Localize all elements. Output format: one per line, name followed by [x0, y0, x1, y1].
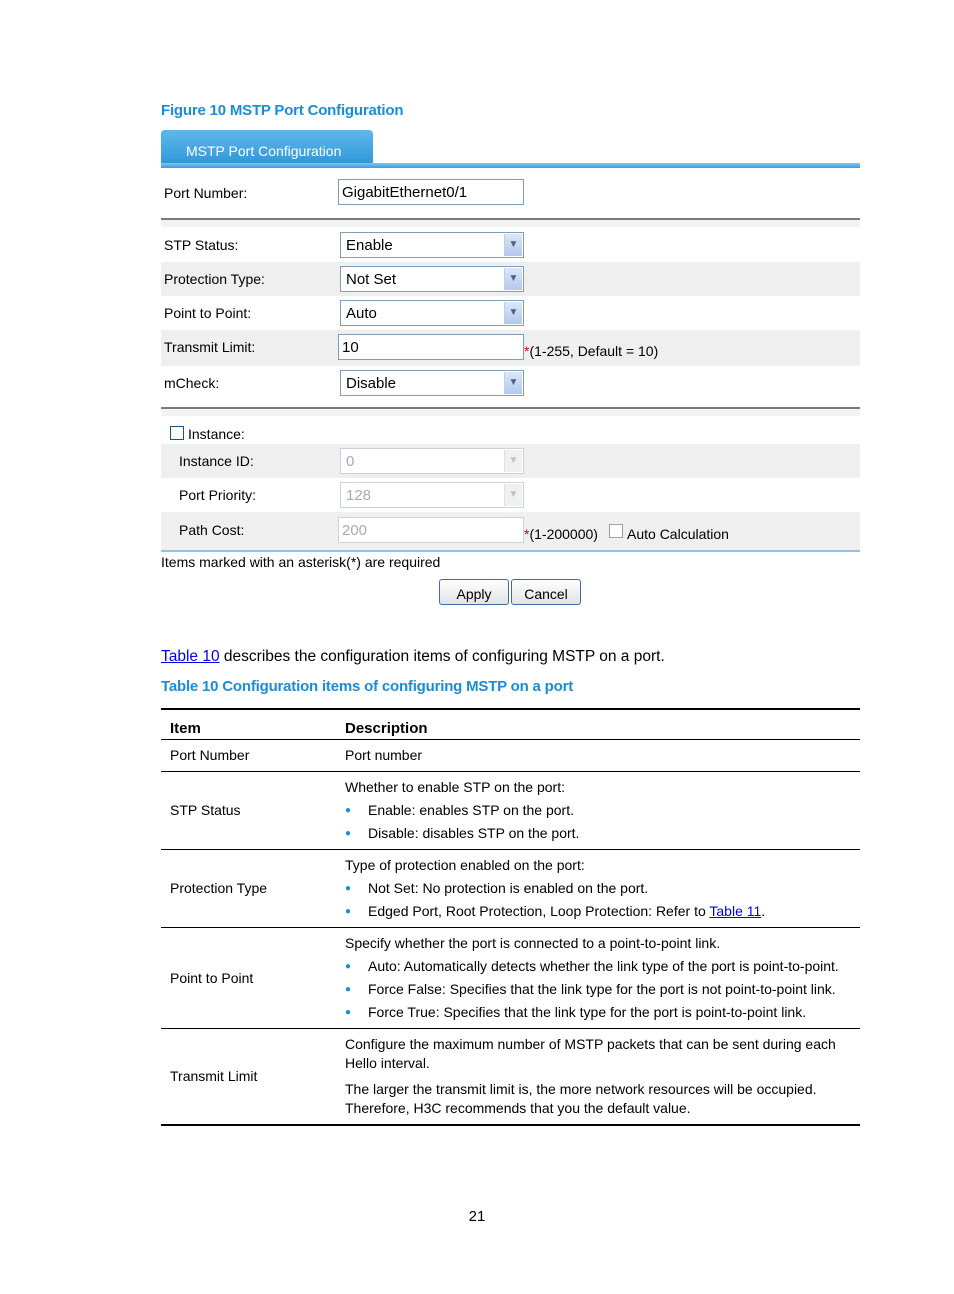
- transmit-limit-input[interactable]: 10: [338, 334, 524, 360]
- required-star: *: [524, 343, 530, 359]
- mcheck-value: Disable: [346, 375, 397, 392]
- row-point-to-point: [161, 296, 860, 330]
- required-note: Items marked with an asterisk(*) are required: [161, 554, 441, 570]
- protection-type-select[interactable]: [340, 266, 524, 292]
- path-cost-input[interactable]: 200: [338, 517, 524, 543]
- chevron-down-icon[interactable]: ▼: [504, 268, 522, 290]
- item-cell: STP Status: [161, 771, 342, 849]
- point-to-point-value: Auto: [346, 305, 377, 322]
- mcheck-select[interactable]: [340, 370, 524, 396]
- path-cost-hint: [524, 526, 598, 542]
- path-cost-label: Path Cost:: [179, 522, 245, 538]
- table-caption: Table 10 Configuration items of configuring MSTP on a port: [161, 678, 574, 695]
- bullet-item: ● Force True: Specifies that the link type for the port is point-to-point link.: [345, 1003, 844, 1022]
- table-10-link[interactable]: Table 10: [161, 648, 220, 665]
- item-cell: Point to Point: [161, 927, 342, 1028]
- row-transmit-limit: [161, 330, 860, 366]
- stp-status-select[interactable]: [340, 232, 524, 258]
- table-row: [161, 849, 860, 927]
- transmit-limit-label: Transmit Limit:: [164, 339, 256, 355]
- chevron-down-icon[interactable]: ▼: [504, 302, 522, 324]
- description-cell: [342, 771, 860, 849]
- chevron-down-icon[interactable]: ▼: [504, 484, 522, 506]
- port-number-label: Port Number:: [164, 185, 248, 201]
- bullet-item: ● Enable: enables STP on the port.: [345, 801, 844, 820]
- protection-type-value: Not Set: [346, 271, 397, 288]
- apply-button[interactable]: Apply: [439, 579, 509, 605]
- stp-status-value: Enable: [346, 237, 393, 254]
- table-row: [161, 1028, 860, 1125]
- instance-id-select[interactable]: [340, 448, 524, 474]
- header-item: Item: [161, 709, 342, 739]
- description-intro: Whether to enable STP on the port:: [345, 778, 565, 795]
- chevron-down-icon[interactable]: ▼: [504, 450, 522, 472]
- row-mcheck: [161, 366, 860, 400]
- tab-mstp-port-configuration[interactable]: MSTP Port Configuration: [161, 130, 373, 166]
- bullet-item: ● Force False: Specifies that the link type for the port is not point-to-point link.: [345, 980, 844, 999]
- description-paragraph: The larger the transmit limit is, the more network resources will be occupied. Therefore, H3C recommends that you the default value.: [345, 1080, 817, 1116]
- item-cell: Port Number: [161, 739, 342, 771]
- description-cell: [342, 1028, 860, 1125]
- bullet-tail: .: [761, 902, 766, 919]
- auto-calculation-label: Auto Calculation: [627, 526, 729, 542]
- bullet-item: ● Not Set: No protection is enabled on the port.: [345, 879, 844, 898]
- table-row: [161, 927, 860, 1028]
- point-to-point-select[interactable]: [340, 300, 524, 326]
- chevron-down-icon[interactable]: ▼: [504, 234, 522, 256]
- bullet-item: ● Disable: disables STP on the port.: [345, 824, 844, 843]
- section-divider: [161, 218, 860, 227]
- item-cell: Transmit Limit: [161, 1028, 342, 1125]
- panel-bottom-border: [161, 550, 860, 552]
- transmit-limit-range: (1-255, Default = 10): [529, 343, 659, 359]
- mstp-port-config-panel: [161, 130, 860, 610]
- cancel-button[interactable]: Cancel: [511, 579, 581, 605]
- auto-calculation-checkbox[interactable]: [609, 524, 623, 538]
- bullet-text: Edged Port, Root Protection, Loop Protection: Refer to: [368, 902, 710, 919]
- required-star: *: [524, 526, 530, 542]
- table-row: [161, 771, 860, 849]
- tab-underline: [161, 163, 860, 168]
- item-cell: Protection Type: [161, 849, 342, 927]
- figure-caption: Figure 10 MSTP Port Configuration: [161, 102, 404, 119]
- path-cost-range: (1-200000): [529, 526, 598, 542]
- chevron-down-icon[interactable]: ▼: [504, 372, 522, 394]
- stp-status-label: STP Status:: [164, 237, 239, 253]
- table-row: [161, 739, 860, 771]
- instance-id-label: Instance ID:: [179, 453, 254, 469]
- row-path-cost: [161, 512, 860, 550]
- page-number: 21: [468, 1208, 486, 1225]
- description-intro: Type of protection enabled on the port:: [345, 856, 585, 873]
- row-stp-status: [161, 228, 860, 262]
- port-number-field[interactable]: GigabitEthernet0/1: [338, 179, 524, 205]
- intro-paragraph: [161, 648, 665, 666]
- description-cell: Port number: [342, 739, 860, 771]
- config-items-table: [161, 708, 860, 1126]
- port-priority-select[interactable]: [340, 482, 524, 508]
- instance-checkbox[interactable]: [170, 426, 184, 440]
- intro-paragraph-text: describes the configuration items of configuring MSTP on a port.: [219, 648, 665, 665]
- table-11-link[interactable]: Table 11: [709, 902, 762, 919]
- bullet-item: ● Auto: Automatically detects whether the link type of the port is point-to-point.: [345, 957, 844, 976]
- transmit-limit-hint: [524, 343, 658, 359]
- row-protection-type: [161, 262, 860, 296]
- header-description: Description: [342, 709, 860, 739]
- instance-id-value: 0: [346, 453, 355, 470]
- port-priority-label: Port Priority:: [179, 487, 257, 503]
- description-intro: Specify whether the port is connected to a point-to-point link.: [345, 934, 721, 951]
- row-port-priority: [161, 478, 860, 512]
- description-cell: [342, 927, 860, 1028]
- row-port-number: [161, 176, 860, 210]
- section-divider: [161, 407, 860, 416]
- table-header-row: [161, 709, 860, 739]
- instance-label: Instance:: [188, 426, 245, 442]
- description-paragraph: Configure the maximum number of MSTP packets that can be sent during each Hello interval.: [345, 1035, 836, 1071]
- row-instance-id: [161, 444, 860, 478]
- bullet-item: [345, 902, 844, 921]
- point-to-point-label: Point to Point:: [164, 305, 252, 321]
- mcheck-label: mCheck:: [164, 375, 220, 391]
- port-priority-value: 128: [346, 487, 372, 504]
- description-cell: [342, 849, 860, 927]
- protection-type-label: Protection Type:: [164, 271, 265, 287]
